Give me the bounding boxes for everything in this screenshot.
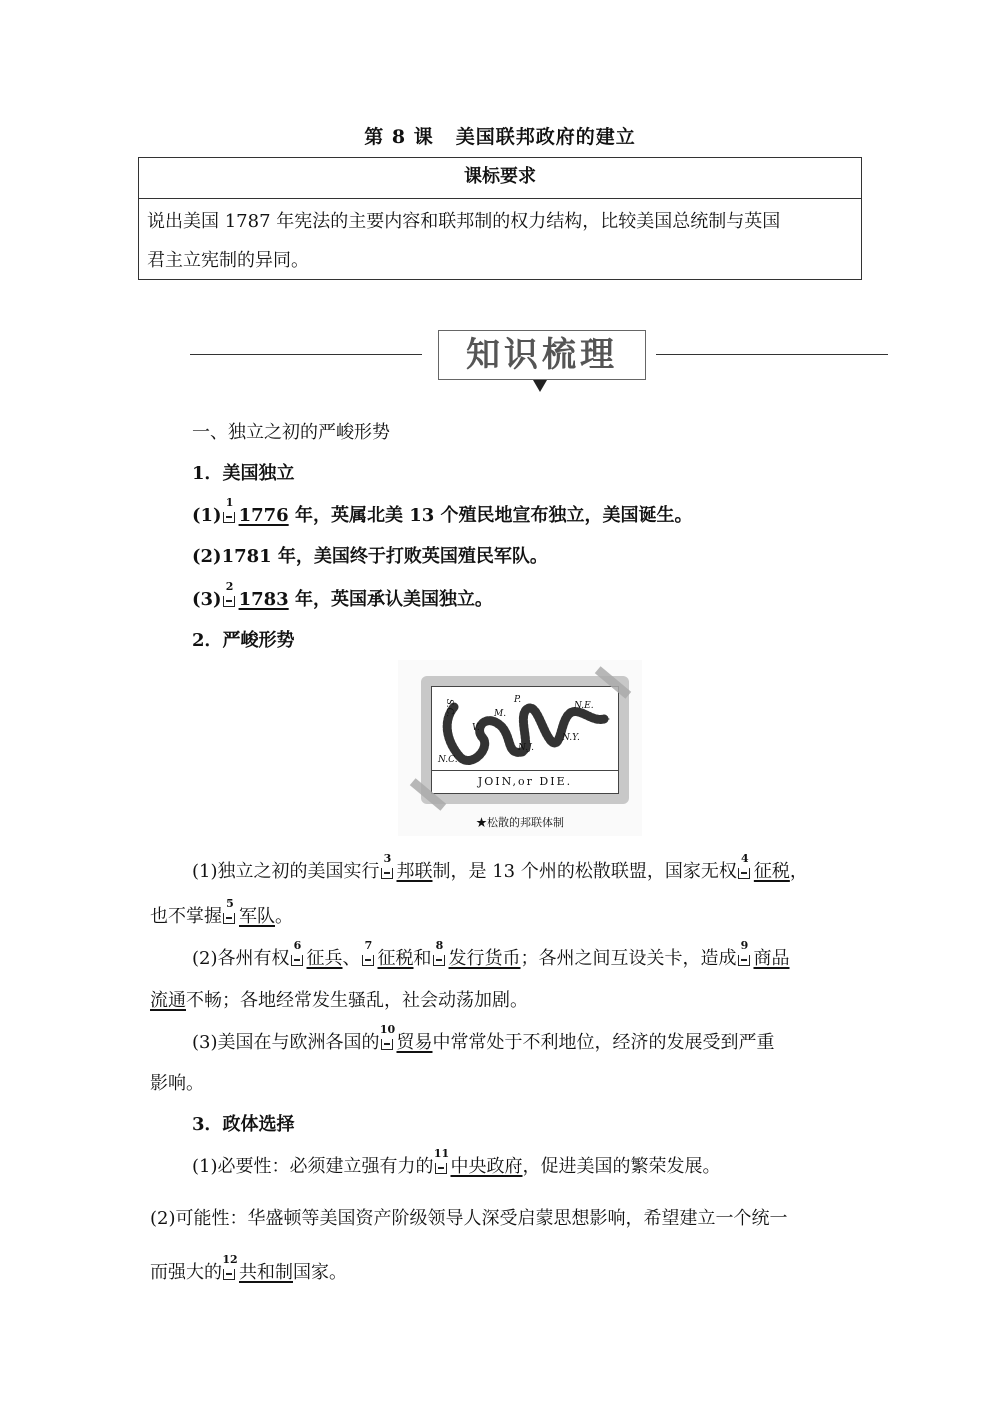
answer-blank: 7 征税 bbox=[361, 948, 414, 969]
banner-divider-right bbox=[656, 354, 888, 355]
paragraph: (1)必要性：必须建立强有力的 11 中央政府，促进美国的繁荣发展。 bbox=[192, 1147, 721, 1177]
figure-frame bbox=[421, 676, 629, 804]
answer-blank: 6 征兵 bbox=[290, 948, 343, 969]
answer-blank: 10 贸易 bbox=[379, 1023, 433, 1053]
snake-illustration bbox=[432, 687, 618, 771]
banner-divider-left bbox=[190, 354, 422, 355]
list-item: (2)1781 年，美国终于打败英国殖民军队。 bbox=[192, 546, 548, 567]
paragraph: (1)独立之初的美国实行 3 邦联制，是 13 个州的松散联盟，国家无权 4 征税， bbox=[192, 852, 808, 882]
answer-blank: 11 中央政府 bbox=[433, 1147, 523, 1177]
paragraph-continued: 也不掌握 5 军队。 bbox=[150, 897, 293, 927]
numbered-box-icon: 2 bbox=[222, 589, 238, 607]
answer-blank: 9 商品 bbox=[737, 948, 790, 969]
join-or-die-figure bbox=[398, 660, 642, 836]
figure-caption: ★松散的邦联体制 bbox=[476, 816, 564, 829]
triangle-down-icon bbox=[533, 380, 547, 392]
requirements-line-1: 说出美国 1787 年宪法的主要内容和联邦制的权力结构，比较美国总统制与英国 bbox=[147, 211, 781, 232]
knowledge-review-banner: 知识梳理 bbox=[438, 330, 646, 380]
numbered-box-icon: 9 bbox=[737, 948, 753, 966]
answer-blank: 4 征税 bbox=[737, 861, 790, 882]
curriculum-requirements-table bbox=[138, 157, 862, 280]
section-heading: 一、独立之初的严峻形势 bbox=[192, 422, 390, 443]
subsection-heading-polity: 3．政体选择 bbox=[192, 1114, 295, 1135]
answer-blank: 1 1776 bbox=[222, 505, 289, 526]
figure-image: S.C. N.C. V. M. P. N.J. N.Y. N.E. JOIN,or DIE. bbox=[431, 686, 619, 794]
answer-blank: 2 1783 bbox=[222, 589, 289, 610]
answer-blank: 8 发行货币 bbox=[432, 948, 521, 969]
join-or-die-banner: JOIN,or DIE. bbox=[432, 770, 618, 793]
requirements-heading: 课标要求 bbox=[139, 158, 861, 199]
paragraph: (2)可能性：华盛顿等美国资产阶级领导人深受启蒙思想影响，希望建立一个统一 bbox=[150, 1208, 788, 1229]
numbered-box-icon: 7 bbox=[361, 948, 377, 966]
paragraph: (2)各州有权 6 征兵、 7 征税和 8 发行货币；各州之间互设关卡，造成 9 商品 bbox=[192, 939, 790, 969]
paragraph-continued: 流通不畅；各地经常发生骚乱，社会动荡加剧。 bbox=[150, 990, 528, 1011]
numbered-box-icon: 3 bbox=[380, 861, 396, 879]
answer-blank: 5 军队 bbox=[222, 906, 275, 927]
numbered-box-icon: 10 bbox=[380, 1032, 396, 1050]
requirements-body bbox=[139, 199, 861, 280]
list-item: (1) 1 1776 年，英属北美 13 个殖民地宣布独立，美国诞生。 bbox=[192, 496, 693, 526]
paragraph-continued: 影响。 bbox=[150, 1073, 204, 1094]
paragraph-continued: 而强大的 12 共和制国家。 bbox=[150, 1253, 347, 1283]
answer-blank: 流通 bbox=[150, 990, 186, 1011]
answer-blank: 3 邦联 bbox=[380, 861, 433, 882]
requirements-line-2: 君主立宪制的异同。 bbox=[147, 250, 309, 271]
lesson-number: 第 8 课 bbox=[364, 126, 434, 148]
subsection-heading-situation: 2．严峻形势 bbox=[192, 630, 295, 651]
numbered-box-icon: 5 bbox=[222, 906, 238, 924]
numbered-box-icon: 6 bbox=[290, 948, 306, 966]
lesson-name: 美国联邦政府的建立 bbox=[455, 126, 636, 148]
subsection-heading-independence: 1．美国独立 bbox=[192, 463, 295, 484]
numbered-box-icon: 8 bbox=[432, 948, 448, 966]
numbered-box-icon: 11 bbox=[434, 1156, 450, 1174]
answer-blank: 12 共和制 bbox=[222, 1253, 293, 1283]
paragraph: (3)美国在与欧洲各国的 10 贸易中常常处于不利地位，经济的发展受到严重 bbox=[192, 1023, 775, 1053]
numbered-box-icon: 12 bbox=[222, 1262, 238, 1280]
numbered-box-icon: 4 bbox=[737, 861, 753, 879]
numbered-box-icon: 1 bbox=[222, 505, 238, 523]
list-item: (3) 2 1783 年，英国承认美国独立。 bbox=[192, 580, 493, 610]
lesson-title bbox=[0, 122, 1000, 149]
